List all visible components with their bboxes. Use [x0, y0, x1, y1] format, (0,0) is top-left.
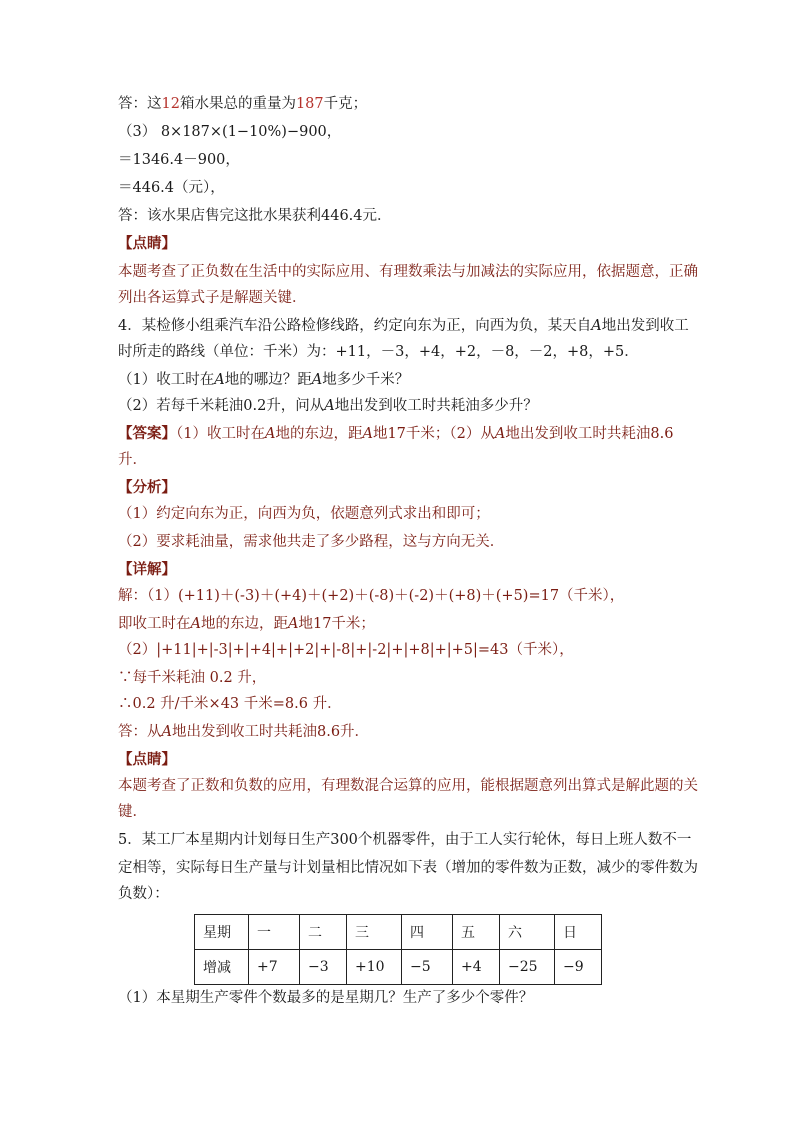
question-5-line: 5．某工厂本星期内计划每日生产300个机器零件，由于工人实行轮休，每日上班人数不一: [118, 832, 692, 848]
comment-line: 键．: [118, 804, 147, 820]
comment-line: 本题考查了正数和负数的应用，有理数混合运算的应用，能根据题意列出算式是解此题的关: [118, 778, 698, 794]
analysis-line: （1）约定向东为正，向西为负，依题意列式求出和即可；: [118, 506, 490, 522]
question-4-part1: （1）收工时在A地的哪边？距A地多少千米？: [118, 372, 410, 388]
question-5-line: 定相等，实际每日生产量与计划量相比情况如下表（增加的零件数为正数，减少的零件数为: [118, 860, 698, 876]
comment-line: 本题考查了正负数在生活中的实际应用、有理数乘法与加减法的实际应用，依据题意，正确: [118, 264, 698, 280]
table-cell: 日: [555, 915, 602, 950]
table-cell: 六: [500, 915, 555, 950]
question-4-line: 时所走的路线（单位：千米）为：+11，－3，+4，+2，－8，－2，+8，+5．: [118, 344, 639, 360]
table-cell: 二: [300, 915, 347, 950]
table-cell: −9: [555, 950, 602, 985]
solution-line: （2）|+11|+|-3|+|+4|+|+2|+|-8|+|-2|+|+8|+|+5|=43（千米），: [118, 642, 574, 658]
answer-line-weight: 答：这12箱水果总的重量为187千克；: [118, 96, 368, 112]
solution-line: 即收工时在A地的东边，距A地17千米；: [118, 616, 375, 632]
table-row: [195, 950, 602, 985]
table-row: [195, 915, 602, 950]
table-cell: −25: [500, 950, 555, 985]
analysis-line: （2）要求耗油量，需求他共走了多少路程，这与方向无关．: [118, 534, 505, 550]
production-change-table: [194, 914, 602, 985]
formula-line: （3） 8×187×(1−10%)−900，: [118, 124, 342, 140]
table-cell: +10: [347, 950, 402, 985]
solution-line: ∴0.2 升/千米×43 千米=8.6 升．: [118, 696, 342, 712]
section-heading-xiangjie: 【详解】: [118, 561, 176, 578]
formula-line: ＝1346.4－900，: [118, 152, 240, 168]
table-header-cell: 星期: [195, 915, 249, 950]
comment-line: 列出各运算式子是解题关键．: [118, 290, 307, 306]
question-4-line: 4．某检修小组乘汽车沿公路检修线路，约定向东为正，向西为负，某天自A地出发到收工: [118, 318, 689, 334]
question-5-line: 负数）：: [118, 886, 169, 902]
solution-line: ∵每千米耗油 0.2 升，: [118, 670, 267, 686]
table-cell: −5: [402, 950, 453, 985]
table-cell: 三: [347, 915, 402, 950]
table-cell: +4: [453, 950, 500, 985]
section-heading-fenxi: 【分析】: [118, 479, 176, 496]
solution-line: 解：（1）(+11)＋(-3)＋(+4)＋(+2)＋(-8)＋(-2)＋(+8)＋(+5)=17（千米），: [118, 588, 625, 604]
table-cell: 一: [249, 915, 300, 950]
section-heading-dianjing: 【点睛】: [118, 751, 176, 768]
section-heading-dianjing: 【点睛】: [118, 235, 176, 252]
formula-line: ＝446.4（元），: [118, 180, 225, 196]
answer-line: 答：该水果店售完这批水果获利446.4元．: [118, 208, 392, 224]
table-cell: 五: [453, 915, 500, 950]
solution-line: 答：从A地出发到收工时共耗油8.6升．: [118, 724, 370, 740]
question-4-part2: （2）若每千米耗油0.2升，问从A地出发到收工时共耗油多少升？: [118, 398, 538, 414]
answer-block: 【答案】（1）收工时在A地的东边，距A地17千米；（2）从A地出发到收工时共耗油8.6: [118, 425, 674, 442]
table-cell: −3: [300, 950, 347, 985]
table-header-cell: 增减: [195, 950, 249, 985]
question-5-part1: （1）本星期生产零件个数最多的是星期几？生产了多少个零件？: [118, 990, 534, 1006]
table-cell: 四: [402, 915, 453, 950]
answer-block-end: 升．: [118, 452, 147, 468]
table-cell: +7: [249, 950, 300, 985]
